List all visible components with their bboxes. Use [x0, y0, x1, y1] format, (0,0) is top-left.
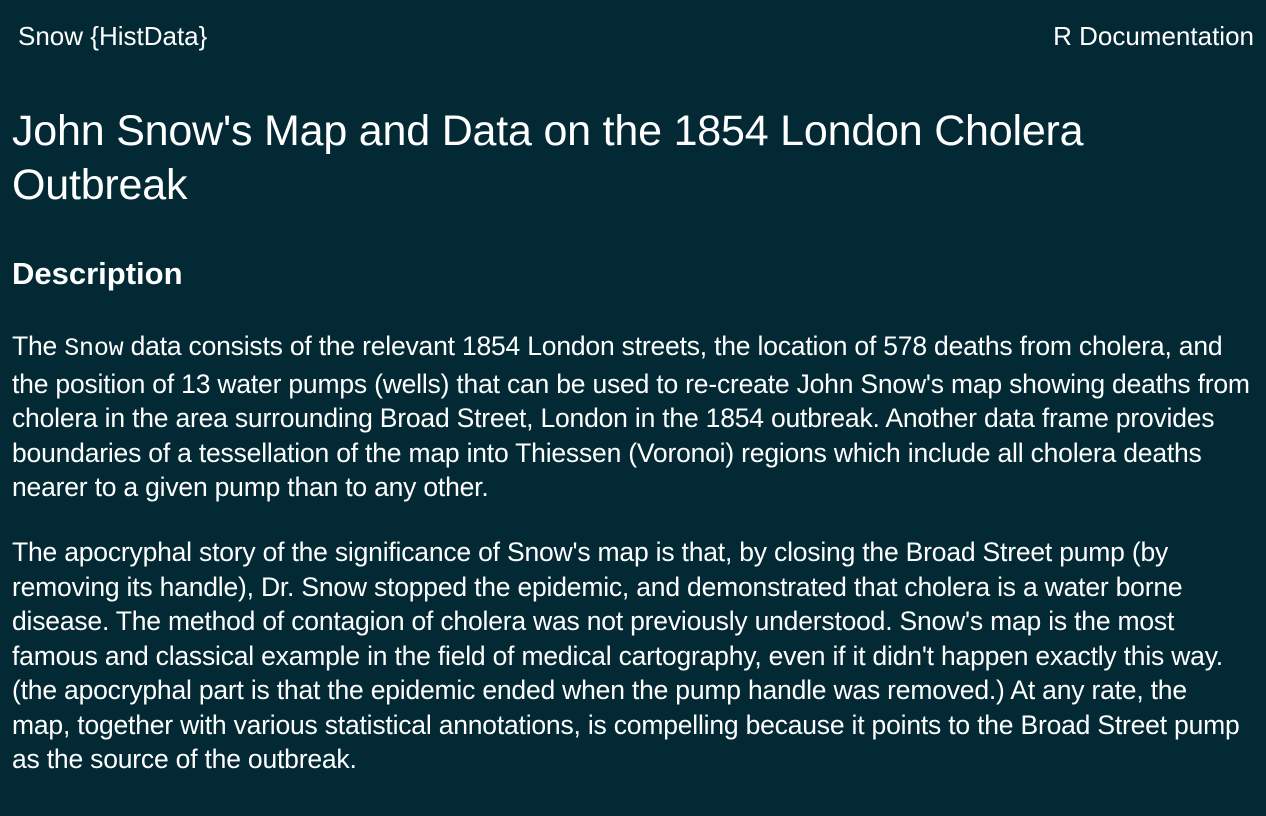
description-paragraph-2: The apocryphal story of the significance of Snow's map is that, by closing the Broad Street pump (by removing its handle), Dr. Snow stopped the epidemic, and demonstrated that cholera is a water borne disease. The method of contagion of cholera was not previously understood. Snow's map is the most famous and classical example in the field of medical cartography, even if it didn't happen exactly this way. (the apocryphal part is that the epidemic ended when the pump handle was removed.) At any rate, the map, together with various statistical annotations, is compelling because it points to the Broad Street pump as the source of the outbreak.	[12, 537, 1240, 774]
paragraph-text-before-code: The	[12, 331, 65, 361]
description-heading: Description	[12, 256, 183, 291]
snow-code: Snow	[64, 334, 124, 363]
r-documentation-label: R Documentation	[1053, 21, 1254, 51]
paragraph-text-after-code: data consists of the relevant 1854 London streets, the location of 578 deaths from cholera, and the position of 13 water pumps (wells) that can be used to re-create John Snow's map showing deaths from cholera in the area surrounding Broad Street, London in the 1854 outbreak. Another data frame provides boundaries of a tessellation of the map into Thiessen (Voronoi) regions which include all cholera deaths nearer to a given pump than to any other.	[12, 331, 1250, 502]
page-title: John Snow's Map and Data on the 1854 London Cholera Outbreak	[12, 107, 1084, 209]
doc-header	[18, 19, 1254, 53]
description-paragraph-1	[12, 329, 1252, 505]
documentation-page	[12, 0, 1258, 816]
package-label: Snow {HistData}	[18, 21, 208, 51]
